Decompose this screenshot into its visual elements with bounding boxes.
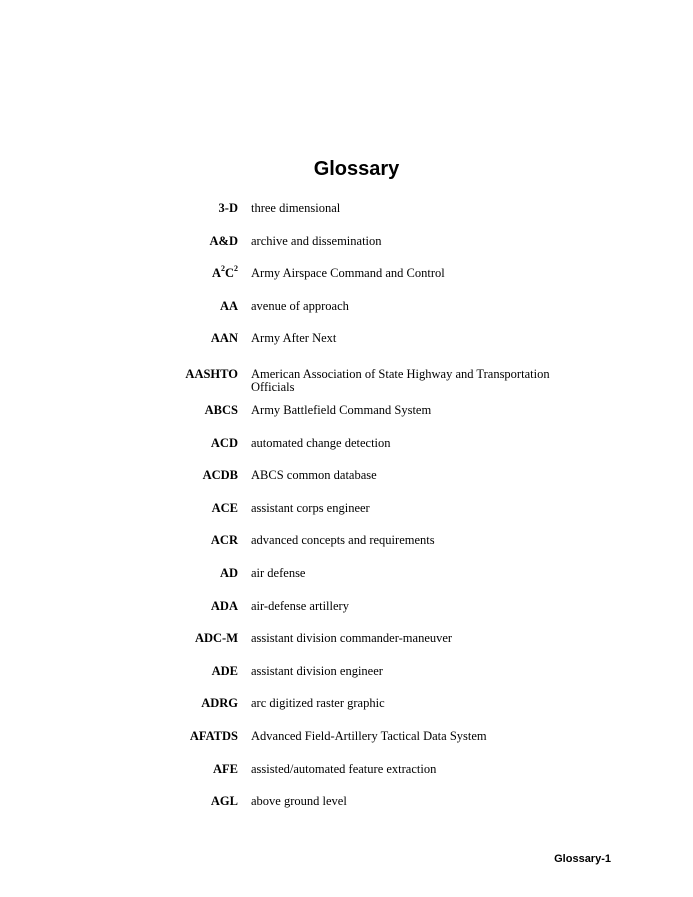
glossary-term: ABCS — [204, 403, 238, 417]
glossary-definition: Army Airspace Command and Control — [251, 266, 445, 280]
glossary-term: ACD — [210, 436, 238, 450]
glossary-term: ADRG — [201, 696, 238, 710]
glossary-definition: Army Battlefield Command System — [251, 403, 432, 417]
glossary-term — [211, 263, 238, 280]
term-base: A — [211, 266, 221, 280]
glossary-term: AFE — [213, 762, 238, 776]
glossary-term: AFATDS — [189, 729, 238, 743]
glossary-definition: archive and dissemination — [251, 234, 382, 248]
glossary-definition: arc digitized raster graphic — [251, 696, 385, 710]
glossary-definition: assistant corps engineer — [251, 501, 370, 515]
glossary-definition: assisted/automated feature extraction — [251, 762, 437, 776]
glossary-definition: ABCS common database — [251, 468, 377, 482]
glossary-term: ADA — [210, 599, 238, 613]
glossary-definition: American Association of State Highway and Transportation Officials — [251, 367, 550, 394]
glossary-definition: Army After Next — [251, 331, 337, 345]
glossary-term: AGL — [210, 794, 238, 808]
glossary-definition: avenue of approach — [251, 299, 349, 313]
glossary-term: 3-D — [218, 201, 238, 215]
glossary-term: AAN — [210, 331, 238, 345]
glossary-definition: advanced concepts and requirements — [251, 533, 435, 547]
page-title: Glossary — [313, 158, 400, 180]
glossary-term: ACE — [211, 501, 238, 515]
glossary-definition: automated change detection — [251, 436, 391, 450]
glossary-term: ACDB — [202, 468, 238, 482]
glossary-definition: air defense — [251, 566, 306, 580]
term-base: C — [224, 266, 234, 280]
glossary-term: AD — [219, 566, 238, 580]
glossary-term: AASHTO — [185, 367, 238, 381]
glossary-definition: above ground level — [251, 794, 347, 808]
glossary-definition: Advanced Field-Artillery Tactical Data System — [251, 729, 487, 743]
glossary-term: A&D — [209, 234, 238, 248]
glossary-term: ADE — [211, 664, 238, 678]
glossary-term: ACR — [210, 533, 238, 547]
term-superscript: 2 — [220, 263, 225, 273]
glossary-definition: assistant division engineer — [251, 664, 383, 678]
glossary-definition: three dimensional — [251, 201, 341, 215]
term-superscript: 2 — [234, 263, 238, 273]
glossary-term: ADC-M — [194, 631, 238, 645]
glossary-term: AA — [219, 299, 238, 313]
page-number: Glossary-1 — [554, 853, 611, 865]
glossary-definition: assistant division commander-maneuver — [251, 631, 453, 645]
glossary-definition: air-defense artillery — [251, 599, 349, 613]
